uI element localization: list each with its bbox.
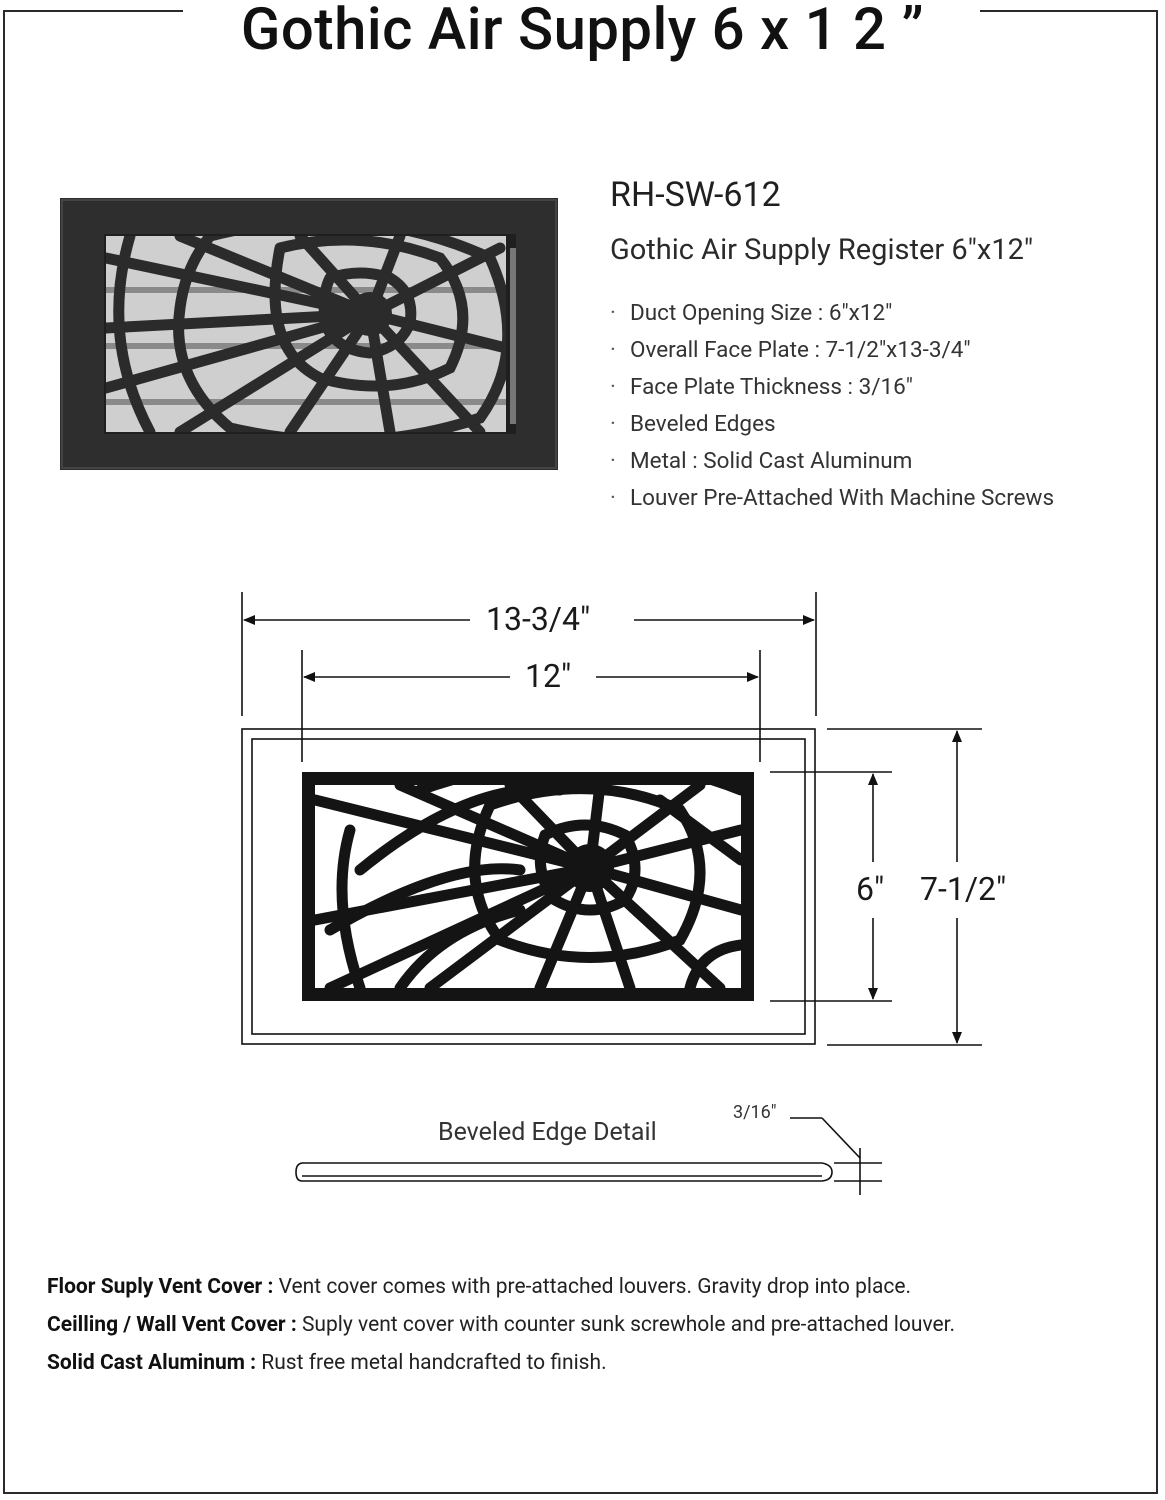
note-ceiling-wall: Ceilling / Wall Vent Cover : Suply vent cover with counter sunk screwhole and pre-attached louver.	[47, 1313, 956, 1337]
product-name: Gothic Air Supply Register 6″x12″	[610, 233, 1034, 267]
spec-item: · Louver Pre-Attached With Machine Screws	[610, 485, 1055, 511]
spec-item: · Beveled Edges	[610, 411, 776, 437]
page-title: Gothic Air Supply 6 x 1 2 ”	[240, 0, 925, 64]
dim-overall-width: 13-3/4″	[476, 600, 600, 638]
note-floor: Floor Suply Vent Cover : Vent cover comes with pre-attached louvers. Gravity drop into place.	[47, 1275, 912, 1299]
feature-notes	[47, 1268, 955, 1382]
note-aluminum: Solid Cast Aluminum : Rust free metal handcrafted to finish.	[47, 1351, 607, 1375]
spec-item: · Metal : Solid Cast Aluminum	[610, 448, 913, 474]
bevel-detail-label: Beveled Edge Detail	[438, 1118, 657, 1147]
dim-overall-height: 7-1/2″	[910, 870, 1016, 908]
spec-item: · Overall Face Plate : 7-1/2″x13-3/4″	[610, 337, 971, 363]
dim-duct-width: 12″	[515, 657, 581, 695]
spec-item: · Duct Opening Size : 6″x12″	[610, 300, 893, 326]
dim-duct-height: 6″	[846, 870, 894, 908]
product-model: RH-SW-612	[610, 175, 781, 215]
spec-item: · Face Plate Thickness : 3/16″	[610, 374, 914, 400]
dim-thickness: 3/16″	[733, 1102, 777, 1123]
